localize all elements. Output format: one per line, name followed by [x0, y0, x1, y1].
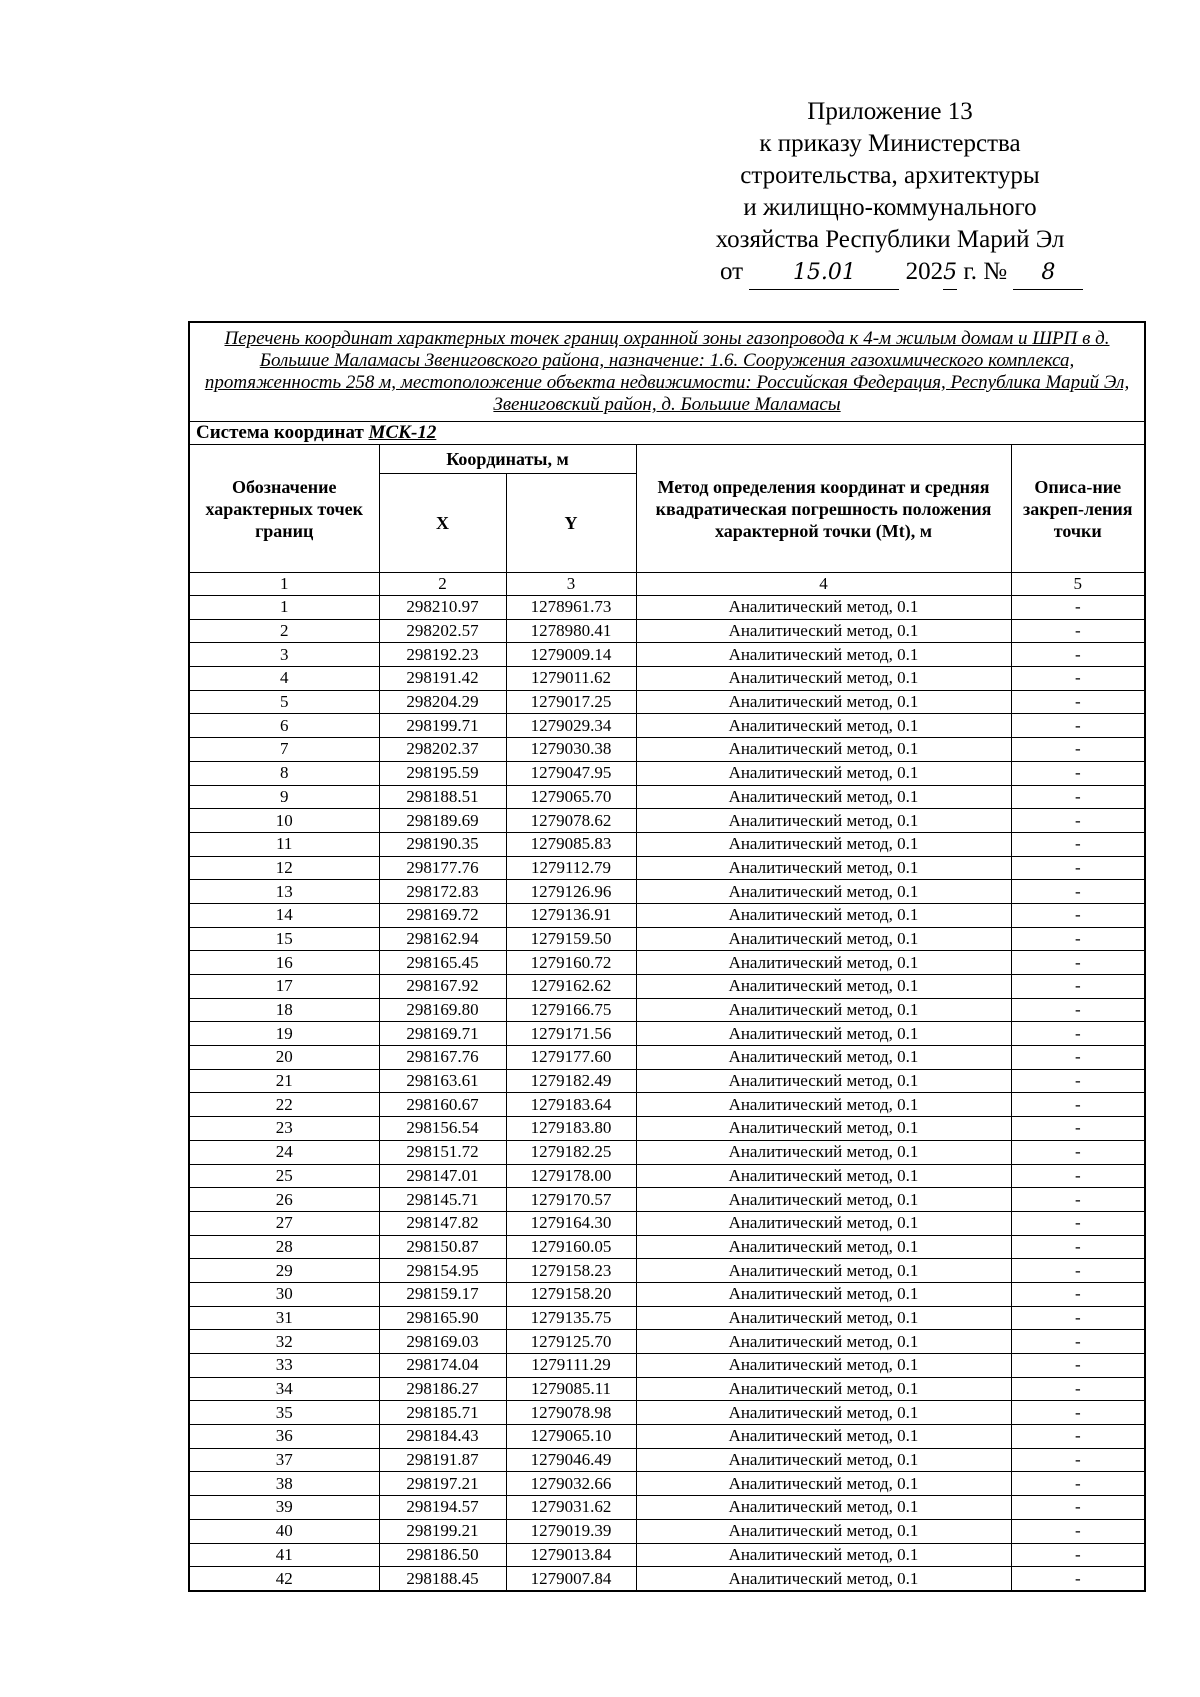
method-cell: Аналитический метод, 0.1	[636, 832, 1011, 856]
y-coordinate: 1279032.66	[506, 1472, 636, 1496]
x-coordinate: 298199.21	[379, 1519, 506, 1543]
point-number: 26	[189, 1188, 379, 1212]
method-cell: Аналитический метод, 0.1	[636, 1543, 1011, 1567]
table-row	[189, 1543, 1145, 1567]
x-coordinate: 298159.17	[379, 1282, 506, 1306]
method-cell: Аналитический метод, 0.1	[636, 1211, 1011, 1235]
method-cell: Аналитический метод, 0.1	[636, 761, 1011, 785]
method-cell: Аналитический метод, 0.1	[636, 1401, 1011, 1425]
y-coordinate: 1279078.62	[506, 809, 636, 833]
method-cell: Аналитический метод, 0.1	[636, 643, 1011, 667]
y-coordinate: 1279078.98	[506, 1401, 636, 1425]
fixing-description: -	[1011, 761, 1145, 785]
point-number: 13	[189, 880, 379, 904]
fixing-description: -	[1011, 785, 1145, 809]
point-number: 12	[189, 856, 379, 880]
point-number: 11	[189, 832, 379, 856]
y-coordinate: 1279158.23	[506, 1259, 636, 1283]
method-cell: Аналитический метод, 0.1	[636, 1425, 1011, 1449]
fixing-description: -	[1011, 1543, 1145, 1567]
y-coordinate: 1279171.56	[506, 1022, 636, 1046]
table-row	[189, 903, 1145, 927]
fixing-description: -	[1011, 1235, 1145, 1259]
table-row	[189, 951, 1145, 975]
y-coordinate: 1279182.25	[506, 1140, 636, 1164]
table-row	[189, 1472, 1145, 1496]
x-coordinate: 298177.76	[379, 856, 506, 880]
method-cell: Аналитический метод, 0.1	[636, 738, 1011, 762]
fixing-description: -	[1011, 809, 1145, 833]
table-row	[189, 667, 1145, 691]
table-row	[189, 856, 1145, 880]
method-cell: Аналитический метод, 0.1	[636, 1377, 1011, 1401]
x-coordinate: 298197.21	[379, 1472, 506, 1496]
x-coordinate: 298151.72	[379, 1140, 506, 1164]
fixing-description: -	[1011, 1093, 1145, 1117]
y-coordinate: 1279136.91	[506, 903, 636, 927]
y-coordinate: 1278961.73	[506, 596, 636, 620]
table-row	[189, 927, 1145, 951]
header-point: Обозначение характерных точек границ	[189, 445, 379, 573]
method-cell: Аналитический метод, 0.1	[636, 619, 1011, 643]
y-coordinate: 1279017.25	[506, 690, 636, 714]
method-cell: Аналитический метод, 0.1	[636, 927, 1011, 951]
table-row	[189, 1117, 1145, 1141]
fixing-description: -	[1011, 1046, 1145, 1070]
fixing-description: -	[1011, 880, 1145, 904]
y-coordinate: 1279019.39	[506, 1519, 636, 1543]
header-y: Y	[506, 474, 636, 573]
header-line: к приказу Министерства	[759, 130, 1021, 157]
point-number: 14	[189, 903, 379, 927]
point-number: 15	[189, 927, 379, 951]
table-row	[189, 1164, 1145, 1188]
coord-system-value: МСК-12	[368, 422, 437, 443]
table-row	[189, 1306, 1145, 1330]
y-coordinate: 1279046.49	[506, 1448, 636, 1472]
method-cell: Аналитический метод, 0.1	[636, 951, 1011, 975]
point-number: 2	[189, 619, 379, 643]
table-row	[189, 1022, 1145, 1046]
fixing-description: -	[1011, 1448, 1145, 1472]
table-row	[189, 1448, 1145, 1472]
fixing-description: -	[1011, 1306, 1145, 1330]
fixing-description: -	[1011, 690, 1145, 714]
table-row	[189, 1282, 1145, 1306]
point-number: 27	[189, 1211, 379, 1235]
y-coordinate: 1279125.70	[506, 1330, 636, 1354]
fixing-description: -	[1011, 1354, 1145, 1378]
x-coordinate: 298167.92	[379, 975, 506, 999]
table-row	[189, 1211, 1145, 1235]
y-coordinate: 1279112.79	[506, 856, 636, 880]
x-coordinate: 298185.71	[379, 1401, 506, 1425]
x-coordinate: 298202.37	[379, 738, 506, 762]
y-coordinate: 1279047.95	[506, 761, 636, 785]
header-description: Описа-ние закреп-ления точки	[1011, 445, 1145, 573]
point-number: 39	[189, 1496, 379, 1520]
method-cell: Аналитический метод, 0.1	[636, 690, 1011, 714]
point-number: 6	[189, 714, 379, 738]
method-cell: Аналитический метод, 0.1	[636, 1140, 1011, 1164]
y-coordinate: 1279183.64	[506, 1093, 636, 1117]
method-cell: Аналитический метод, 0.1	[636, 1188, 1011, 1212]
x-coordinate: 298186.27	[379, 1377, 506, 1401]
table-row	[189, 785, 1145, 809]
point-number: 10	[189, 809, 379, 833]
table-row	[189, 1567, 1145, 1591]
method-cell: Аналитический метод, 0.1	[636, 1330, 1011, 1354]
table-row	[189, 1330, 1145, 1354]
fixing-description: -	[1011, 1282, 1145, 1306]
method-cell: Аналитический метод, 0.1	[636, 1164, 1011, 1188]
x-coordinate: 298162.94	[379, 927, 506, 951]
x-coordinate: 298191.87	[379, 1448, 506, 1472]
point-number: 34	[189, 1377, 379, 1401]
y-coordinate: 1278980.41	[506, 619, 636, 643]
x-coordinate: 298194.57	[379, 1496, 506, 1520]
y-coordinate: 1279065.10	[506, 1425, 636, 1449]
point-number: 17	[189, 975, 379, 999]
method-cell: Аналитический метод, 0.1	[636, 1022, 1011, 1046]
column-number: 3	[506, 573, 636, 596]
x-coordinate: 298174.04	[379, 1354, 506, 1378]
fixing-description: -	[1011, 1069, 1145, 1093]
point-number: 22	[189, 1093, 379, 1117]
y-coordinate: 1279009.14	[506, 643, 636, 667]
x-coordinate: 298156.54	[379, 1117, 506, 1141]
y-coordinate: 1279160.05	[506, 1235, 636, 1259]
method-cell: Аналитический метод, 0.1	[636, 809, 1011, 833]
x-coordinate: 298189.69	[379, 809, 506, 833]
method-cell: Аналитический метод, 0.1	[636, 596, 1011, 620]
fixing-description: -	[1011, 1164, 1145, 1188]
x-coordinate: 298192.23	[379, 643, 506, 667]
method-cell: Аналитический метод, 0.1	[636, 1259, 1011, 1283]
fixing-description: -	[1011, 1330, 1145, 1354]
y-coordinate: 1279135.75	[506, 1306, 636, 1330]
header-line: Приложение 13	[807, 98, 973, 125]
table-row	[189, 1519, 1145, 1543]
fixing-description: -	[1011, 903, 1145, 927]
method-cell: Аналитический метод, 0.1	[636, 1235, 1011, 1259]
fixing-description: -	[1011, 1401, 1145, 1425]
table-row	[189, 1235, 1145, 1259]
point-number: 16	[189, 951, 379, 975]
method-cell: Аналитический метод, 0.1	[636, 1306, 1011, 1330]
point-number: 18	[189, 998, 379, 1022]
column-number: 4	[636, 573, 1011, 596]
fixing-description: -	[1011, 596, 1145, 620]
x-coordinate: 298165.45	[379, 951, 506, 975]
y-coordinate: 1279013.84	[506, 1543, 636, 1567]
fixing-description: -	[1011, 1472, 1145, 1496]
fixing-description: -	[1011, 975, 1145, 999]
point-number: 20	[189, 1046, 379, 1070]
coord-system-row	[189, 422, 1145, 445]
method-cell: Аналитический метод, 0.1	[636, 1448, 1011, 1472]
point-number: 23	[189, 1117, 379, 1141]
fixing-description: -	[1011, 714, 1145, 738]
y-coordinate: 1279166.75	[506, 998, 636, 1022]
table-row	[189, 1093, 1145, 1117]
method-cell: Аналитический метод, 0.1	[636, 1354, 1011, 1378]
x-coordinate: 298204.29	[379, 690, 506, 714]
header-line: хозяйства Республики Марий Эл	[715, 226, 1065, 253]
point-number: 21	[189, 1069, 379, 1093]
coord-system-label: Система координат	[196, 422, 364, 443]
fixing-description: -	[1011, 1211, 1145, 1235]
y-coordinate: 1279158.20	[506, 1282, 636, 1306]
header-coords: Координаты, м	[379, 445, 636, 474]
x-coordinate: 298145.71	[379, 1188, 506, 1212]
x-coordinate: 298184.43	[379, 1425, 506, 1449]
fixing-description: -	[1011, 1567, 1145, 1591]
year-number-label: г. №	[963, 258, 1008, 285]
x-coordinate: 298199.71	[379, 714, 506, 738]
table-row	[189, 832, 1145, 856]
point-number: 24	[189, 1140, 379, 1164]
table-row	[189, 619, 1145, 643]
y-coordinate: 1279160.72	[506, 951, 636, 975]
point-number: 42	[189, 1567, 379, 1591]
point-number: 40	[189, 1519, 379, 1543]
x-coordinate: 298150.87	[379, 1235, 506, 1259]
method-cell: Аналитический метод, 0.1	[636, 785, 1011, 809]
point-number: 33	[189, 1354, 379, 1378]
point-number: 5	[189, 690, 379, 714]
fixing-description: -	[1011, 1425, 1145, 1449]
table-row	[189, 1188, 1145, 1212]
table-row	[189, 880, 1145, 904]
method-cell: Аналитический метод, 0.1	[636, 1069, 1011, 1093]
fixing-description: -	[1011, 1140, 1145, 1164]
fixing-description: -	[1011, 998, 1145, 1022]
table-row	[189, 1401, 1145, 1425]
y-coordinate: 1279177.60	[506, 1046, 636, 1070]
method-cell: Аналитический метод, 0.1	[636, 1117, 1011, 1141]
table-row	[189, 1496, 1145, 1520]
method-cell: Аналитический метод, 0.1	[636, 998, 1011, 1022]
table-row	[189, 809, 1145, 833]
x-coordinate: 298190.35	[379, 832, 506, 856]
header-method: Метод определения координат и средняя квадратическая погрешность положения характерной точки (Mt), м	[636, 445, 1011, 573]
table-row	[189, 1425, 1145, 1449]
x-coordinate: 298154.95	[379, 1259, 506, 1283]
point-number: 35	[189, 1401, 379, 1425]
point-number: 28	[189, 1235, 379, 1259]
fixing-description: -	[1011, 738, 1145, 762]
x-coordinate: 298186.50	[379, 1543, 506, 1567]
y-coordinate: 1279085.11	[506, 1377, 636, 1401]
method-cell: Аналитический метод, 0.1	[636, 1093, 1011, 1117]
table-row	[189, 761, 1145, 785]
appendix-header	[640, 96, 1140, 290]
fixing-description: -	[1011, 619, 1145, 643]
table-row	[189, 738, 1145, 762]
column-number: 2	[379, 573, 506, 596]
y-coordinate: 1279030.38	[506, 738, 636, 762]
method-cell: Аналитический метод, 0.1	[636, 714, 1011, 738]
table-row	[189, 1140, 1145, 1164]
method-cell: Аналитический метод, 0.1	[636, 880, 1011, 904]
point-number: 38	[189, 1472, 379, 1496]
fixing-description: -	[1011, 1117, 1145, 1141]
fixing-description: -	[1011, 951, 1145, 975]
y-coordinate: 1279011.62	[506, 667, 636, 691]
year-prefix: 202	[905, 258, 944, 285]
fixing-description: -	[1011, 1259, 1145, 1283]
x-coordinate: 298169.03	[379, 1330, 506, 1354]
point-number: 32	[189, 1330, 379, 1354]
method-cell: Аналитический метод, 0.1	[636, 1519, 1011, 1543]
fixing-description: -	[1011, 927, 1145, 951]
column-number: 5	[1011, 573, 1145, 596]
handwritten-date: 15.01	[749, 257, 899, 290]
x-coordinate: 298167.76	[379, 1046, 506, 1070]
table-row	[189, 1259, 1145, 1283]
fixing-description: -	[1011, 1022, 1145, 1046]
point-number: 9	[189, 785, 379, 809]
point-number: 29	[189, 1259, 379, 1283]
point-number: 37	[189, 1448, 379, 1472]
point-number: 30	[189, 1282, 379, 1306]
order-date-number-line	[640, 256, 1140, 290]
point-number: 8	[189, 761, 379, 785]
table-row	[189, 596, 1145, 620]
y-coordinate: 1279126.96	[506, 880, 636, 904]
x-coordinate: 298188.51	[379, 785, 506, 809]
table-row	[189, 690, 1145, 714]
table-row	[189, 643, 1145, 667]
point-number: 3	[189, 643, 379, 667]
method-cell: Аналитический метод, 0.1	[636, 856, 1011, 880]
coordinates-table	[188, 321, 1146, 1592]
table-body	[189, 596, 1145, 1591]
table-row	[189, 1354, 1145, 1378]
table-caption: Перечень координат характерных точек границ охранной зоны газопровода к 4-м жилым домам и ШРП в д. Большие Маламасы Звениговского района, назначение: 1.6. Сооружения газохимического комплекса, протяженность 258 м, местоположение объекта недвижимости: Российская Федерация, Республика Марий Эл, Звениговский район, д. Большие Маламасы	[189, 322, 1145, 422]
fixing-description: -	[1011, 1188, 1145, 1212]
point-number: 19	[189, 1022, 379, 1046]
header-line: и жилищно-коммунального	[743, 194, 1037, 221]
y-coordinate: 1279178.00	[506, 1164, 636, 1188]
column-number: 1	[189, 573, 379, 596]
x-coordinate: 298188.45	[379, 1567, 506, 1591]
x-coordinate: 298147.82	[379, 1211, 506, 1235]
y-coordinate: 1279183.80	[506, 1117, 636, 1141]
fixing-description: -	[1011, 1519, 1145, 1543]
method-cell: Аналитический метод, 0.1	[636, 903, 1011, 927]
y-coordinate: 1279085.83	[506, 832, 636, 856]
x-coordinate: 298202.57	[379, 619, 506, 643]
method-cell: Аналитический метод, 0.1	[636, 667, 1011, 691]
method-cell: Аналитический метод, 0.1	[636, 1046, 1011, 1070]
table-row	[189, 1377, 1145, 1401]
point-number: 7	[189, 738, 379, 762]
x-coordinate: 298210.97	[379, 596, 506, 620]
fixing-description: -	[1011, 667, 1145, 691]
x-coordinate: 298147.01	[379, 1164, 506, 1188]
y-coordinate: 1279065.70	[506, 785, 636, 809]
method-cell: Аналитический метод, 0.1	[636, 1282, 1011, 1306]
fixing-description: -	[1011, 643, 1145, 667]
x-coordinate: 298169.72	[379, 903, 506, 927]
table-row	[189, 998, 1145, 1022]
x-coordinate: 298172.83	[379, 880, 506, 904]
point-number: 1	[189, 596, 379, 620]
x-coordinate: 298169.71	[379, 1022, 506, 1046]
x-coordinate: 298195.59	[379, 761, 506, 785]
column-number-row	[189, 573, 1145, 596]
table-row	[189, 1069, 1145, 1093]
y-coordinate: 1279170.57	[506, 1188, 636, 1212]
y-coordinate: 1279007.84	[506, 1567, 636, 1591]
header-line: строительства, архитектуры	[740, 162, 1040, 189]
y-coordinate: 1279164.30	[506, 1211, 636, 1235]
point-number: 36	[189, 1425, 379, 1449]
point-number: 25	[189, 1164, 379, 1188]
y-coordinate: 1279031.62	[506, 1496, 636, 1520]
y-coordinate: 1279159.50	[506, 927, 636, 951]
y-coordinate: 1279162.62	[506, 975, 636, 999]
fixing-description: -	[1011, 1377, 1145, 1401]
method-cell: Аналитический метод, 0.1	[636, 1472, 1011, 1496]
y-coordinate: 1279029.34	[506, 714, 636, 738]
header-x: X	[379, 474, 506, 573]
point-number: 4	[189, 667, 379, 691]
x-coordinate: 298160.67	[379, 1093, 506, 1117]
table-row	[189, 975, 1145, 999]
table-row	[189, 714, 1145, 738]
fixing-description: -	[1011, 1496, 1145, 1520]
x-coordinate: 298169.80	[379, 998, 506, 1022]
x-coordinate: 298191.42	[379, 667, 506, 691]
point-number: 31	[189, 1306, 379, 1330]
fixing-description: -	[1011, 856, 1145, 880]
y-coordinate: 1279182.49	[506, 1069, 636, 1093]
method-cell: Аналитический метод, 0.1	[636, 1567, 1011, 1591]
handwritten-year-digit: 5	[943, 257, 957, 290]
point-number: 41	[189, 1543, 379, 1567]
from-label: от	[720, 258, 744, 285]
x-coordinate: 298163.61	[379, 1069, 506, 1093]
handwritten-order-number: 8	[1013, 257, 1083, 290]
y-coordinate: 1279111.29	[506, 1354, 636, 1378]
table-row	[189, 1046, 1145, 1070]
method-cell: Аналитический метод, 0.1	[636, 1496, 1011, 1520]
fixing-description: -	[1011, 832, 1145, 856]
x-coordinate: 298165.90	[379, 1306, 506, 1330]
method-cell: Аналитический метод, 0.1	[636, 975, 1011, 999]
